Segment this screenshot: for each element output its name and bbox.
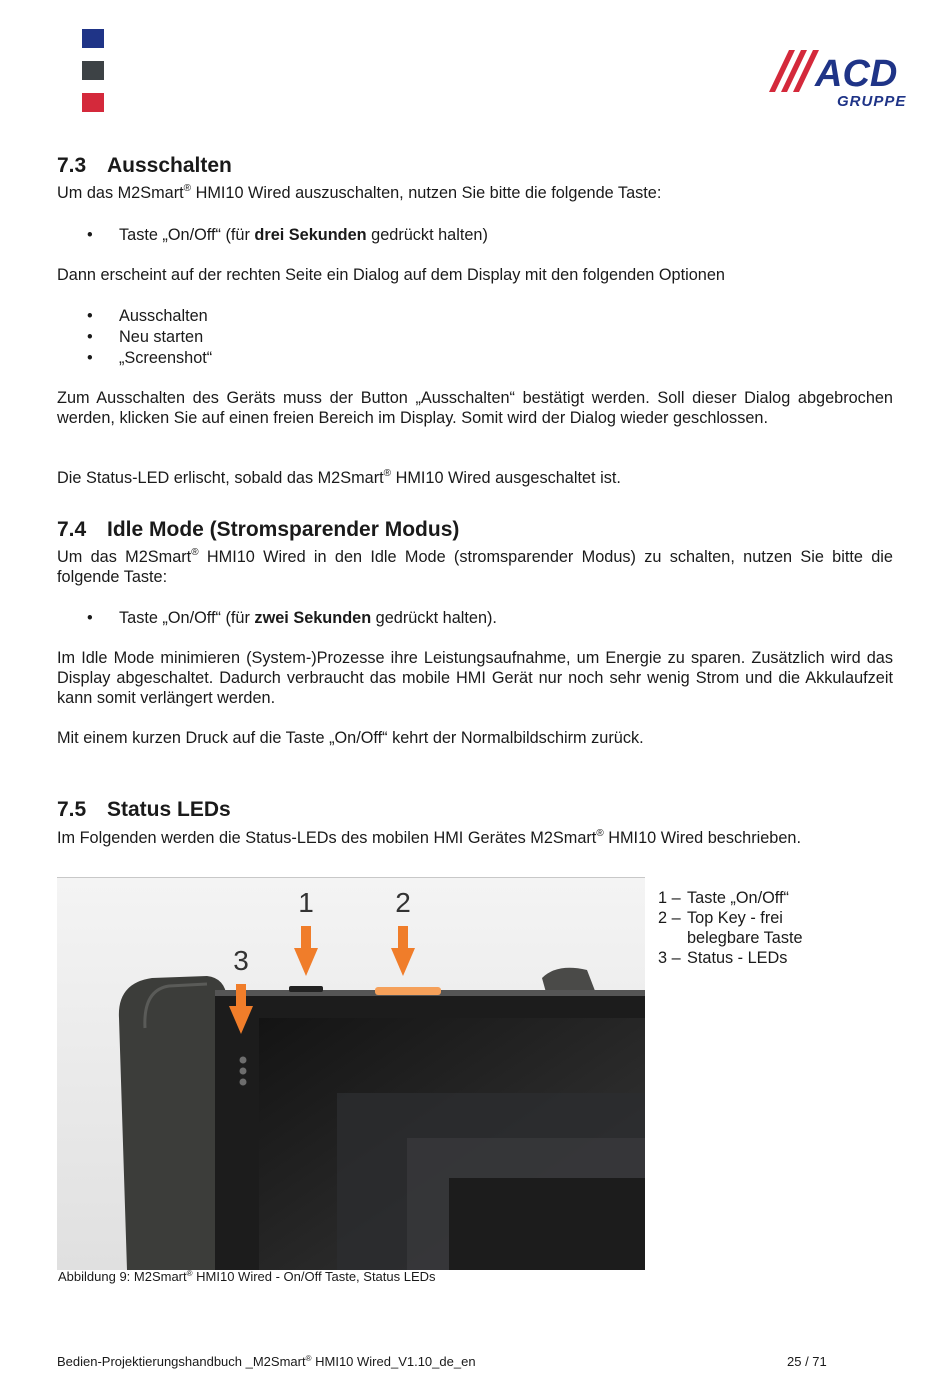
section-heading-7-3: 7.3 Ausschalten xyxy=(57,154,232,177)
sec73-intro: Um das M2Smart® HMI10 Wired auszuschalten, nutzen Sie bitte die folgende Taste: xyxy=(57,183,662,202)
legend-item: 1 – Taste „On/Off“ xyxy=(658,889,789,907)
list-item: • Taste „On/Off“ (für drei Sekunden gedrückt halten) xyxy=(57,225,488,246)
sec73-options-list xyxy=(57,306,212,369)
brand-square-red xyxy=(82,93,104,112)
list-item: • Ausschalten xyxy=(57,306,212,327)
marker-1: 1 xyxy=(298,887,314,918)
brand-square-blue xyxy=(82,29,104,48)
list-item: • Taste „On/Off“ (für zwei Sekunden gedrückt halten). xyxy=(57,608,497,629)
device-photo xyxy=(57,877,645,1270)
sec73-key-list xyxy=(57,225,488,246)
sec74-idle-text: Im Idle Mode minimieren (System-)Prozesse ihre Leistungsaufnahme, um Energie zu sparen. Zusätzlich wird das Display abgeschaltet. Dadurch verbraucht das mobile HMI Gerät nur noch sehr wenig Strom und die Akkulaufzeit kann somit verlängert werden. xyxy=(57,649,893,707)
sec74-return-text: Mit einem kurzen Druck auf die Taste „On/Off“ kehrt der Normalbildschirm zurück. xyxy=(57,729,644,747)
footer-document-title: Bedien-Projektierungshandbuch _M2Smart® HMI10 Wired_V1.10_de_en xyxy=(57,1354,476,1369)
sec74-intro: Um das M2Smart® HMI10 Wired in den Idle Mode (stromsparender Modus) zu schalten, nutzen Sie bitte die folgende Taste: xyxy=(57,547,893,586)
logo-subtext: GRUPPE xyxy=(837,93,907,110)
figure-caption: Abbildung 9: M2Smart® HMI10 Wired - On/Off Taste, Status LEDs xyxy=(58,1269,436,1284)
logo-wordmark: ACD xyxy=(815,53,898,95)
marker-2: 2 xyxy=(395,887,411,918)
list-item: • Neu starten xyxy=(57,327,212,348)
figure-legend xyxy=(658,888,838,968)
acd-gruppe-logo xyxy=(765,46,925,110)
sec73-dialog-text: Dann erscheint auf der rechten Seite ein Dialog auf dem Display mit den folgenden Optionen xyxy=(57,266,725,284)
section-heading-7-5: 7.5 Status LEDs xyxy=(57,798,231,821)
sec73-confirm-text: Zum Ausschalten des Geräts muss der Button „Ausschalten“ bestätigt werden. Soll dieser Dialog abgebrochen werden, klicken Sie auf einen freien Bereich im Display. Somit wird der Dialog wieder geschlossen. xyxy=(57,389,893,427)
list-item: • „Screenshot“ xyxy=(57,348,212,369)
page-number: 25 / 71 xyxy=(787,1354,827,1369)
sec74-key-list xyxy=(57,608,497,629)
legend-item: 2 – Top Key - frei belegbare Taste xyxy=(658,909,803,947)
sec75-intro: Im Folgenden werden die Status-LEDs des mobilen HMI Gerätes M2Smart® HMI10 Wired beschrieben. xyxy=(57,828,801,847)
brand-square-gray xyxy=(82,61,104,80)
section-heading-7-4: 7.4 Idle Mode (Stromsparender Modus) xyxy=(57,518,460,541)
sec73-led-text: Die Status-LED erlischt, sobald das M2Smart® HMI10 Wired ausgeschaltet ist. xyxy=(57,468,621,487)
legend-item: 3 – Status - LEDs xyxy=(658,949,788,967)
marker-3: 3 xyxy=(233,945,249,976)
